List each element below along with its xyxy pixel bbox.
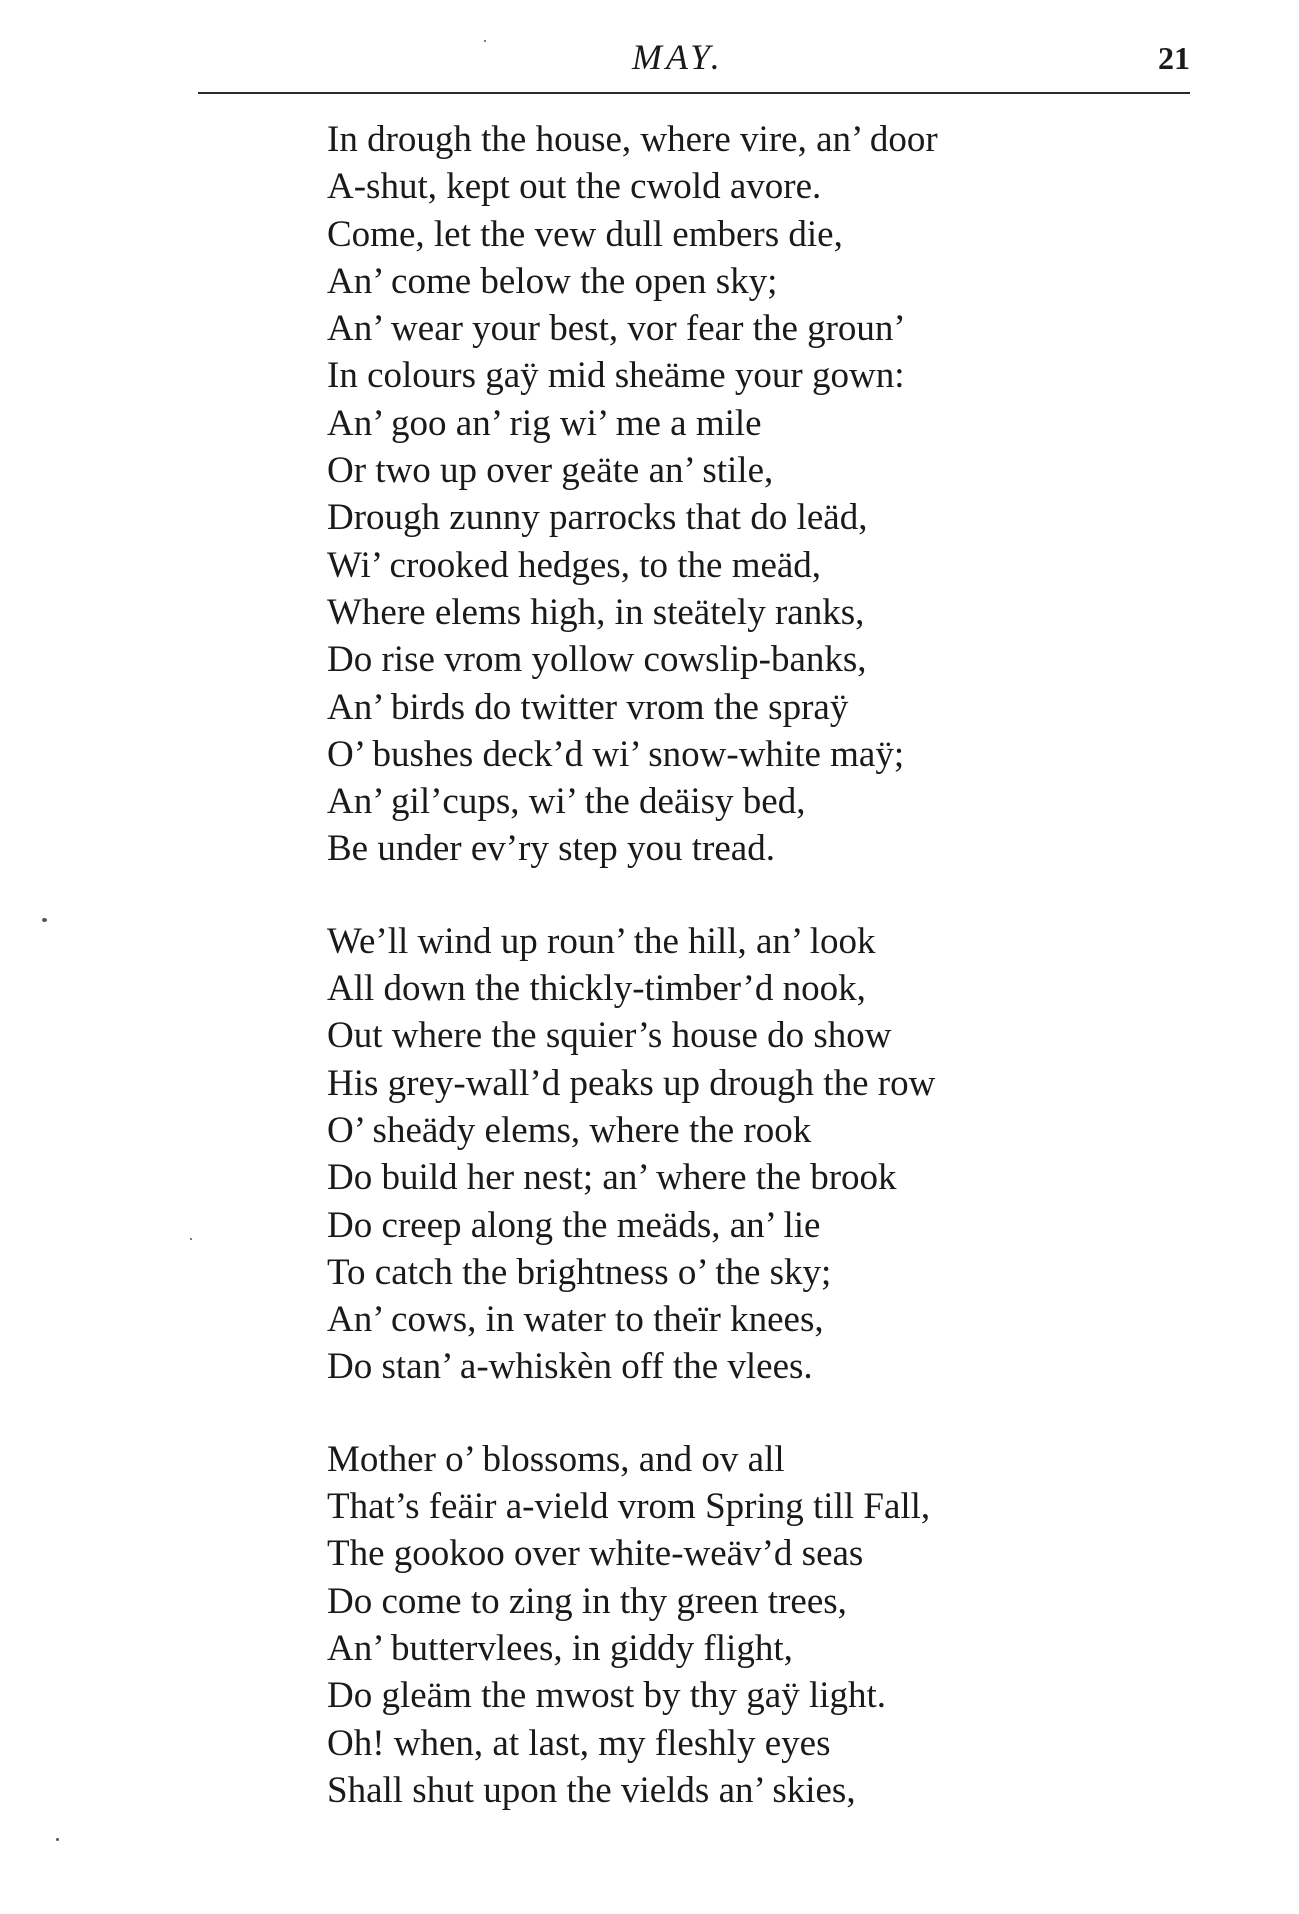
stanza-3 bbox=[327, 1436, 1227, 1814]
verse-line: An’ gil’cups, wi’ the deäisy bed, bbox=[327, 781, 806, 823]
verse-line: Wi’ crooked hedges, to the meäd, bbox=[327, 544, 822, 586]
verse-line: Out where the squier’s house do show bbox=[327, 1015, 892, 1057]
verse-line: All down the thickly-timber’d nook, bbox=[327, 968, 866, 1010]
verse-line: O’ bushes deck’d wi’ snow-white maÿ; bbox=[327, 733, 905, 775]
paper-speck bbox=[484, 40, 486, 42]
verse-line: To catch the brightness o’ the sky; bbox=[327, 1251, 832, 1293]
running-title: MAY. bbox=[632, 37, 724, 77]
verse-line: Oh! when, at last, my fleshly eyes bbox=[327, 1722, 831, 1764]
verse-line: Do creep along the meäds, an’ lie bbox=[327, 1204, 821, 1246]
paper-speck bbox=[56, 1838, 59, 1841]
verse-line: Or two up over geäte an’ stile, bbox=[327, 450, 774, 492]
verse-line: Do stan’ a-whiskèn off the vlees. bbox=[327, 1346, 813, 1388]
verse-line: Be under ev’ry step you tread. bbox=[327, 828, 775, 870]
running-head bbox=[0, 36, 1299, 86]
verse-line: An’ goo an’ rig wi’ me a mile bbox=[327, 402, 762, 444]
verse-line: An’ birds do twitter vrom the spraÿ bbox=[327, 686, 849, 728]
poem bbox=[327, 116, 1227, 1859]
verse-line: His grey-wall’d peaks up drough the row bbox=[327, 1062, 936, 1104]
verse-line: Mother o’ blossoms, and ov all bbox=[327, 1438, 785, 1480]
stanza-2 bbox=[327, 918, 1227, 1391]
page-number: 21 bbox=[1158, 40, 1190, 76]
verse-line: O’ sheädy elems, where the rook bbox=[327, 1109, 812, 1151]
verse-line: Drough zunny parrocks that do leäd, bbox=[327, 497, 868, 539]
stanza-1 bbox=[327, 116, 1227, 873]
verse-line: Do rise vrom yollow cowslip-banks, bbox=[327, 639, 867, 681]
paper-speck bbox=[42, 918, 47, 922]
paper-speck bbox=[190, 1238, 192, 1240]
verse-line: In colours gaÿ mid sheäme your gown: bbox=[327, 355, 905, 397]
verse-line: Come, let the vew dull embers die, bbox=[327, 213, 843, 255]
verse-line: An’ buttervlees, in giddy flight, bbox=[327, 1627, 793, 1669]
header-rule bbox=[198, 92, 1190, 94]
verse-line: We’ll wind up roun’ the hill, an’ look bbox=[327, 920, 876, 962]
verse-line: Where elems high, in steätely ranks, bbox=[327, 591, 865, 633]
verse-line: In drough the house, where vire, an’ door bbox=[327, 119, 938, 160]
verse-line: Do gleäm the mwost by thy gaÿ light. bbox=[327, 1675, 887, 1717]
verse-line: The gookoo over white-weäv’d seas bbox=[327, 1533, 864, 1575]
verse-line: Shall shut upon the vields an’ skies, bbox=[327, 1769, 856, 1811]
verse-line: An’ cows, in water to theïr knees, bbox=[327, 1299, 824, 1341]
verse-line: An’ wear your best, vor fear the groun’ bbox=[327, 308, 906, 350]
verse-line: That’s feäir a-vield vrom Spring till Fall, bbox=[327, 1486, 931, 1528]
verse-line: An’ come below the open sky; bbox=[327, 260, 778, 302]
verse-line: A-shut, kept out the cwold avore. bbox=[327, 166, 822, 208]
verse-line: Do come to zing in thy green trees, bbox=[327, 1580, 847, 1622]
verse-line: Do build her nest; an’ where the brook bbox=[327, 1157, 897, 1199]
